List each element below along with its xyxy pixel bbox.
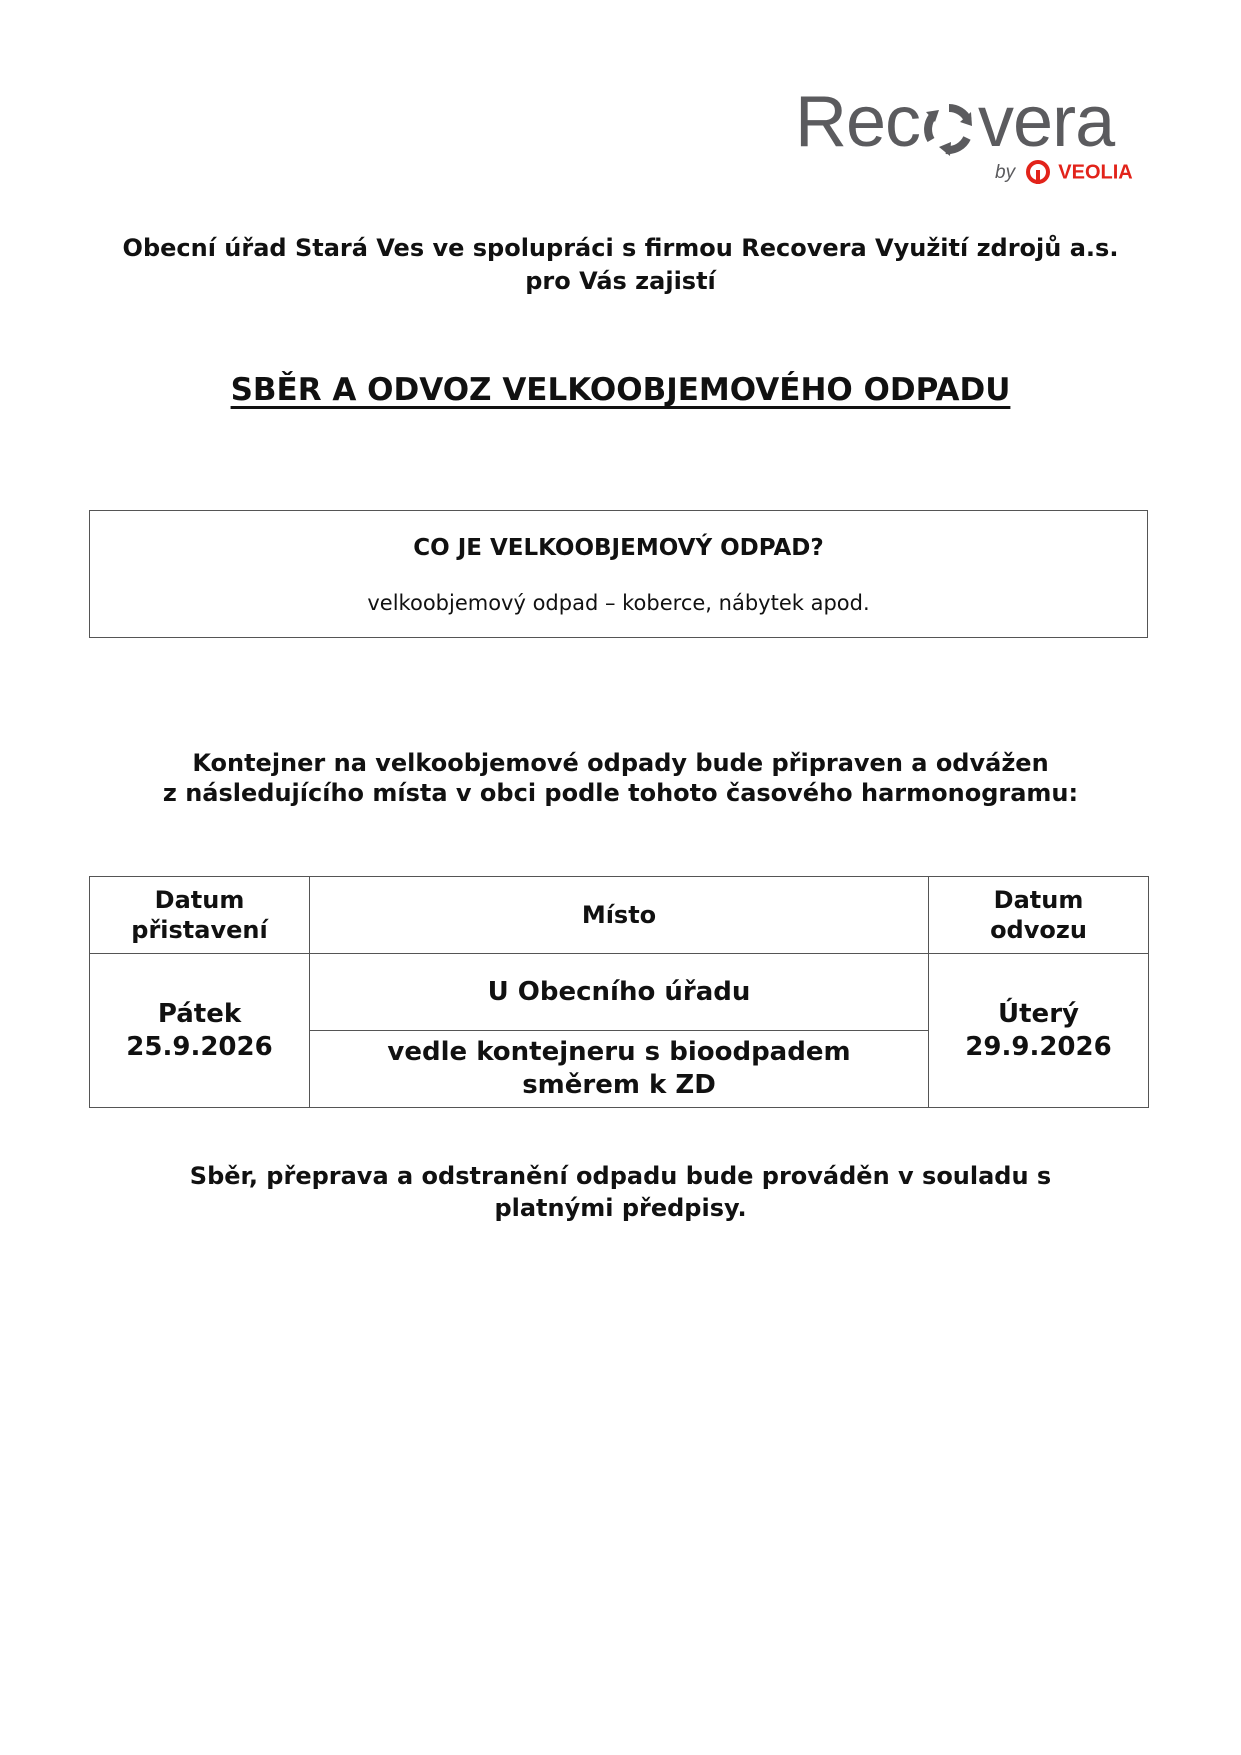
recovera-wordmark — [795, 82, 1114, 162]
intro-line-2: pro Vás zajistí — [525, 267, 716, 295]
header-delivery-date — [90, 877, 310, 954]
delivery-date-cell — [90, 954, 310, 1108]
veolia-byline — [995, 160, 1133, 188]
info-box-heading: CO JE VELKOOBJEMOVÝ ODPAD? — [413, 535, 824, 561]
pickup-date-cell — [929, 954, 1149, 1108]
header-pickup-line-2: odvozu — [990, 916, 1087, 944]
pickup-date: 29.9.2026 — [965, 1031, 1112, 1062]
page-title: SBĚR A ODVOZ VELKOOBJEMOVÉHO ODPADU — [230, 372, 1011, 408]
schedule-table — [89, 876, 1149, 1108]
place-detail-line-2: směrem k ZD — [522, 1070, 716, 1100]
delivery-date: 25.9.2026 — [126, 1031, 273, 1062]
delivery-day: Pátek — [157, 998, 242, 1029]
table-row — [90, 954, 1149, 1031]
veolia-mark-icon — [1026, 160, 1050, 186]
footer-line-2: platnými předpisy. — [494, 1194, 747, 1222]
recycle-arrows-icon — [920, 82, 978, 162]
header-pickup-line-1: Datum — [993, 886, 1084, 914]
intro-line-1: Obecní úřad Stará Ves ve spolupráci s firmou Recovera Využití zdrojů a.s. — [122, 234, 1119, 262]
schedule-intro-line-2: z následujícího místa v obci podle tohoto časového harmonogramu: — [162, 779, 1079, 807]
footer-note — [60, 1160, 1181, 1224]
veolia-label: VEOLIA — [1058, 161, 1133, 184]
recovera-logo — [795, 82, 1145, 182]
header-place: Místo — [310, 877, 929, 954]
place-detail-cell — [310, 1031, 929, 1108]
intro-text — [60, 232, 1181, 298]
footer-line-1: Sběr, přeprava a odstranění odpadu bude prováděn v souladu s — [189, 1162, 1052, 1190]
place-main-cell: U Obecního úřadu — [310, 954, 929, 1031]
schedule-intro — [60, 748, 1181, 808]
logo-word-left: Rec — [795, 82, 921, 162]
info-box-text: velkoobjemový odpad – koberce, nábytek apod. — [367, 591, 870, 615]
by-label: by — [995, 162, 1016, 183]
header-pickup-date — [929, 877, 1149, 954]
table-header-row — [90, 877, 1149, 954]
header-delivery-line-2: přistavení — [131, 916, 268, 944]
header-delivery-line-1: Datum — [154, 886, 245, 914]
pickup-day: Úterý — [998, 998, 1079, 1029]
logo-word-right: vera — [978, 82, 1115, 162]
place-detail-line-1: vedle kontejneru s bioodpadem — [387, 1037, 851, 1067]
schedule-intro-line-1: Kontejner na velkoobjemové odpady bude připraven a odvážen — [192, 749, 1049, 777]
info-box — [89, 510, 1148, 638]
